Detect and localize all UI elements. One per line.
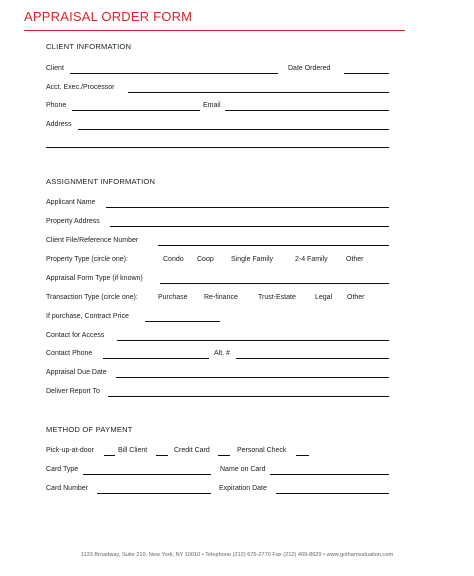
- contact-phone-label: Contact Phone: [46, 350, 93, 357]
- expiration-date-label: Expiration Date: [219, 485, 267, 492]
- property-type-option-other[interactable]: Other: [346, 256, 364, 263]
- client-information-heading: CLIENT INFORMATION: [46, 42, 132, 51]
- address-field-line-1[interactable]: [78, 129, 389, 130]
- card-number-label: Card Number: [46, 485, 89, 492]
- contact-for-access-label: Contact for Access: [46, 332, 105, 339]
- deliver-report-to-label: Deliver Report To: [46, 388, 100, 395]
- appraisal-due-date-label: Appraisal Due Date: [46, 369, 107, 376]
- client-label: Client: [46, 65, 64, 72]
- email-field[interactable]: [225, 110, 389, 111]
- card-number-field[interactable]: [97, 493, 211, 494]
- personal-check-checkbox[interactable]: [296, 455, 309, 456]
- transaction-type-option-legal[interactable]: Legal: [315, 294, 333, 301]
- name-on-card-field[interactable]: [270, 474, 389, 475]
- method-of-payment-heading: METHOD OF PAYMENT: [46, 425, 133, 434]
- contract-price-label: If purchase, Contract Price: [46, 313, 129, 320]
- property-type-option-single-family[interactable]: Single Family: [231, 256, 274, 263]
- property-address-label: Property Address: [46, 218, 100, 225]
- appraisal-due-date-field[interactable]: [116, 377, 389, 378]
- property-type-option-2-4-family[interactable]: 2-4 Family: [295, 256, 328, 263]
- transaction-type-label: Transaction Type (circle one):: [46, 294, 138, 301]
- bill-client-label: Bill Client: [118, 447, 148, 454]
- property-type-option-condo[interactable]: Condo: [163, 256, 184, 263]
- transaction-type-option-purchase[interactable]: Purchase: [158, 294, 188, 301]
- alt-phone-field[interactable]: [236, 358, 389, 359]
- alt-phone-label: Alt. #: [214, 350, 230, 357]
- contact-for-access-field[interactable]: [117, 340, 389, 341]
- date-ordered-label: Date Ordered: [288, 65, 331, 72]
- email-label: Email: [203, 102, 221, 109]
- expiration-date-field[interactable]: [276, 493, 389, 494]
- applicant-name-label: Applicant Name: [46, 199, 96, 206]
- transaction-type-option-trust-estate[interactable]: Trust-Estate: [258, 294, 296, 301]
- name-on-card-label: Name on Card: [220, 466, 266, 473]
- credit-card-label: Credit Card: [174, 447, 210, 454]
- assignment-information-heading: ASSIGNMENT INFORMATION: [46, 177, 156, 186]
- client-field[interactable]: [70, 73, 278, 74]
- credit-card-checkbox[interactable]: [218, 455, 230, 456]
- phone-label: Phone: [46, 102, 67, 109]
- property-type-label: Property Type (circle one):: [46, 256, 128, 263]
- form-title: APPRAISAL ORDER FORM: [24, 9, 193, 24]
- appraisal-form-type-field[interactable]: [160, 283, 389, 284]
- card-type-label: Card Type: [46, 466, 79, 473]
- footer-contact-info: 1133 Broadway, Suite 210, New York, NY 10010 • Telephone (212) 675-2770 Fax (212) 409-8629 • www.gothamvaluation.com: [80, 552, 394, 558]
- phone-field[interactable]: [72, 110, 200, 111]
- transaction-type-option-refinance[interactable]: Re-finance: [204, 294, 238, 301]
- client-file-number-label: Client File/Reference Number: [46, 237, 139, 244]
- property-type-option-coop[interactable]: Coop: [197, 256, 214, 263]
- client-file-number-field[interactable]: [158, 245, 389, 246]
- address-label: Address: [46, 121, 72, 128]
- transaction-type-option-other[interactable]: Other: [347, 294, 365, 301]
- acct-exec-label: Acct. Exec./Processor: [46, 84, 115, 91]
- bill-client-checkbox[interactable]: [156, 455, 168, 456]
- applicant-name-field[interactable]: [106, 207, 389, 208]
- property-address-field[interactable]: [110, 226, 389, 227]
- appraisal-form-type-label: Appraisal Form Type (if known): [46, 275, 143, 282]
- address-field-line-2[interactable]: [46, 147, 389, 148]
- deliver-report-to-field[interactable]: [108, 396, 389, 397]
- title-divider: [24, 30, 405, 31]
- contact-phone-field[interactable]: [103, 358, 209, 359]
- pick-up-at-door-checkbox[interactable]: [104, 455, 115, 456]
- acct-exec-field[interactable]: [128, 92, 389, 93]
- card-type-field[interactable]: [83, 474, 211, 475]
- contract-price-field[interactable]: [145, 321, 220, 322]
- date-ordered-field[interactable]: [344, 73, 389, 74]
- personal-check-label: Personal Check: [237, 447, 287, 454]
- pick-up-at-door-label: Pick-up-at-door: [46, 447, 94, 454]
